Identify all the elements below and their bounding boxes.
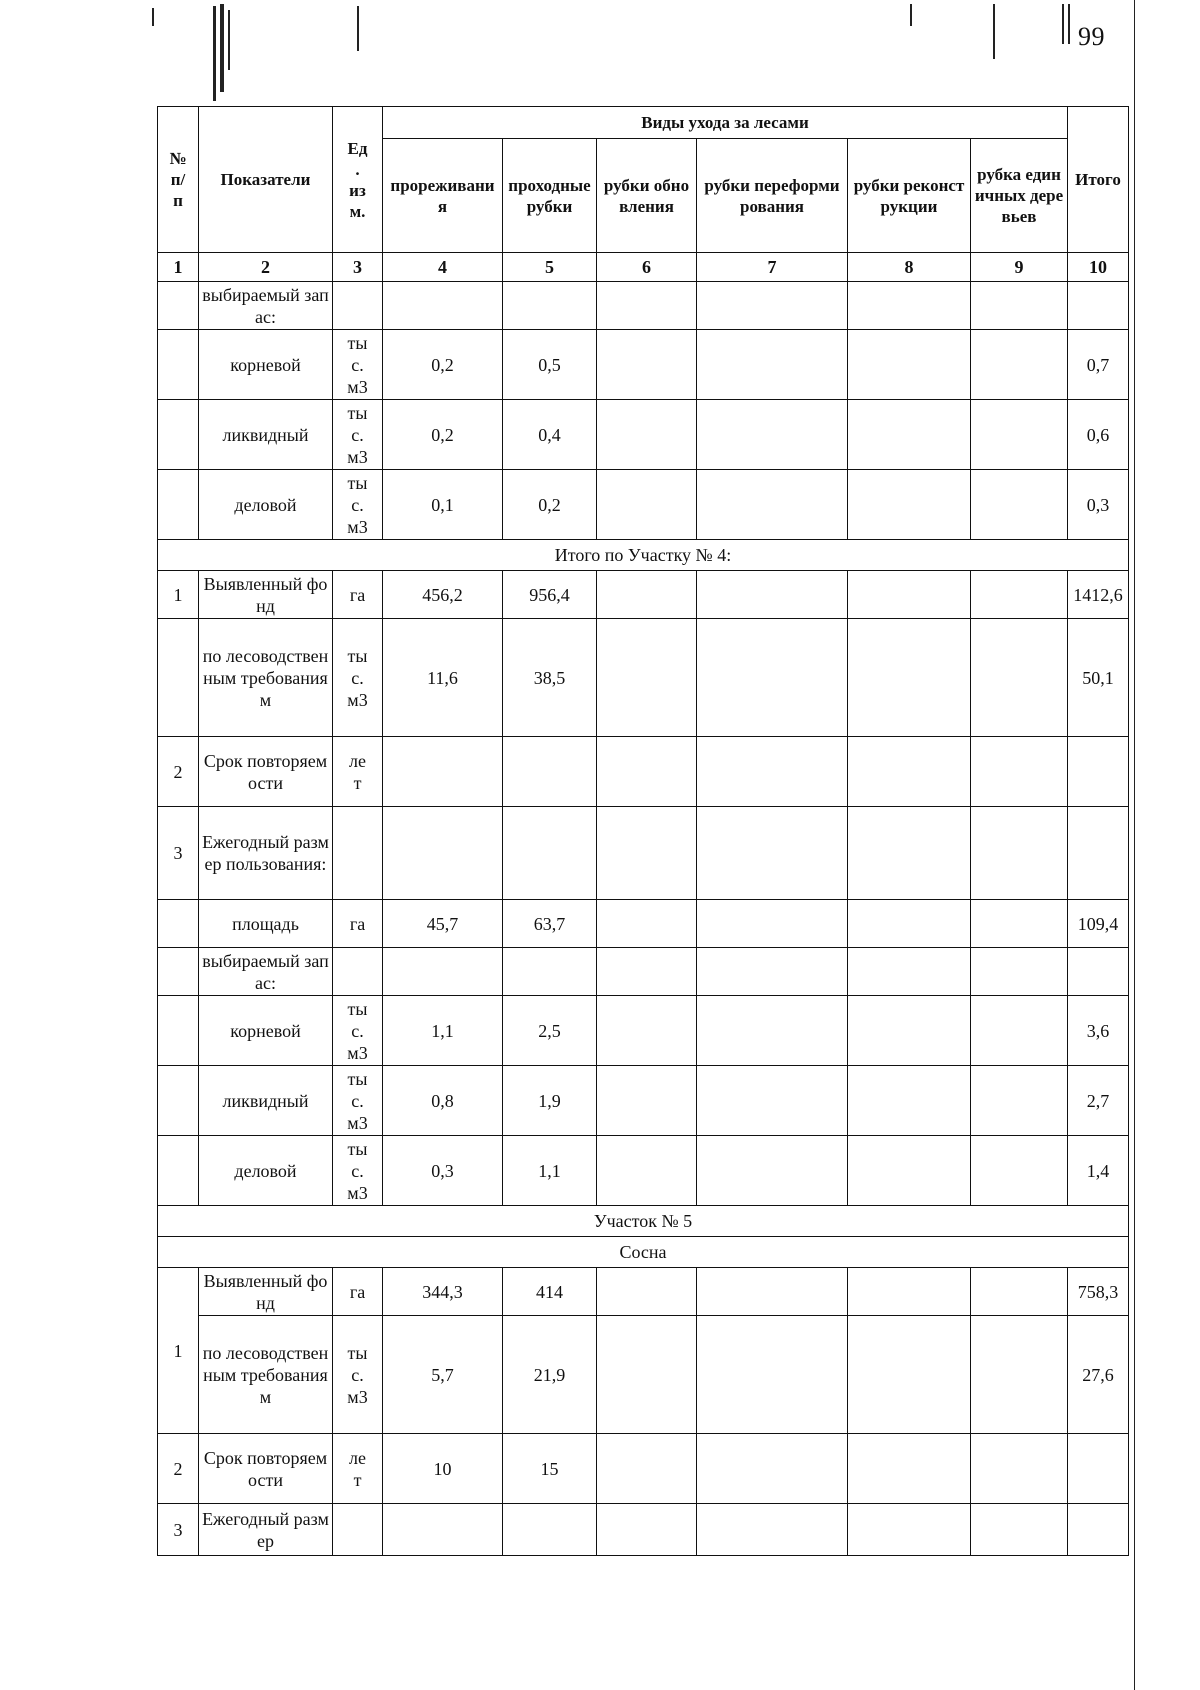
column-number: 7 — [697, 253, 848, 282]
value-thinning — [383, 807, 503, 900]
indicator-name: по лесоводственным требованиям — [199, 1316, 333, 1434]
value-reforming — [697, 948, 848, 996]
header-unit: Ед . из м. — [333, 107, 383, 253]
page-number: 99 — [1078, 22, 1105, 51]
value-total — [1068, 1504, 1129, 1556]
value-renewal — [597, 1434, 697, 1504]
scan-mark — [1062, 4, 1064, 44]
value-reconstruction — [848, 996, 971, 1066]
table-row — [158, 470, 1129, 540]
value-passage — [503, 737, 597, 807]
value-reforming — [697, 737, 848, 807]
unit: ты с. м3 — [333, 470, 383, 540]
row-number — [158, 948, 199, 996]
row-number — [158, 996, 199, 1066]
table-row — [158, 571, 1129, 619]
value-reconstruction — [848, 619, 971, 737]
scan-mark — [993, 4, 995, 59]
value-thinning — [383, 948, 503, 996]
value-reconstruction — [848, 1136, 971, 1206]
value-total: 2,7 — [1068, 1066, 1129, 1136]
table-row — [158, 1268, 1129, 1316]
value-renewal — [597, 1268, 697, 1316]
value-thinning — [383, 737, 503, 807]
value-renewal — [597, 1504, 697, 1556]
section-species: Сосна — [158, 1237, 1129, 1268]
value-total: 0,6 — [1068, 400, 1129, 470]
table-row — [158, 330, 1129, 400]
value-renewal — [597, 996, 697, 1066]
value-passage: 414 — [503, 1268, 597, 1316]
column-number: 3 — [333, 253, 383, 282]
value-thinning: 45,7 — [383, 900, 503, 948]
value-passage: 63,7 — [503, 900, 597, 948]
indicator-name: Срок повторяемости — [199, 1434, 333, 1504]
indicator-name: Выявленный фонд — [199, 571, 333, 619]
value-single-trees — [971, 948, 1068, 996]
value-thinning: 0,3 — [383, 1136, 503, 1206]
table-row — [158, 1316, 1129, 1434]
unit — [333, 807, 383, 900]
scan-mark — [1068, 4, 1070, 44]
value-thinning: 5,7 — [383, 1316, 503, 1434]
value-thinning: 456,2 — [383, 571, 503, 619]
value-single-trees — [971, 1504, 1068, 1556]
value-reconstruction — [848, 807, 971, 900]
value-passage: 21,9 — [503, 1316, 597, 1434]
value-thinning: 1,1 — [383, 996, 503, 1066]
scan-mark — [220, 4, 224, 92]
row-number — [158, 400, 199, 470]
header-type-renewal: рубки обновления — [597, 139, 697, 253]
unit: ты с. м3 — [333, 619, 383, 737]
unit: ты с. м3 — [333, 996, 383, 1066]
table-row — [158, 1504, 1129, 1556]
value-reconstruction — [848, 900, 971, 948]
value-reforming — [697, 400, 848, 470]
indicator-name: площадь — [199, 900, 333, 948]
value-single-trees — [971, 1316, 1068, 1434]
row-number — [158, 470, 199, 540]
value-passage: 1,9 — [503, 1066, 597, 1136]
value-total: 3,6 — [1068, 996, 1129, 1066]
value-total — [1068, 737, 1129, 807]
value-total — [1068, 282, 1129, 330]
value-reconstruction — [848, 571, 971, 619]
table-row — [158, 282, 1129, 330]
table-row — [158, 948, 1129, 996]
value-reforming — [697, 1504, 848, 1556]
scan-mark — [1134, 0, 1135, 1690]
value-passage: 0,4 — [503, 400, 597, 470]
row-number: 3 — [158, 807, 199, 900]
value-total: 50,1 — [1068, 619, 1129, 737]
value-reforming — [697, 1136, 848, 1206]
value-total — [1068, 1434, 1129, 1504]
row-number: 1 — [158, 571, 199, 619]
value-single-trees — [971, 807, 1068, 900]
row-number — [158, 619, 199, 737]
value-passage: 15 — [503, 1434, 597, 1504]
scan-mark — [910, 4, 912, 26]
value-passage — [503, 1504, 597, 1556]
value-total — [1068, 948, 1129, 996]
value-thinning — [383, 282, 503, 330]
value-thinning: 10 — [383, 1434, 503, 1504]
value-passage — [503, 948, 597, 996]
value-single-trees — [971, 470, 1068, 540]
value-renewal — [597, 470, 697, 540]
unit: ле т — [333, 1434, 383, 1504]
value-passage: 1,1 — [503, 1136, 597, 1206]
indicator-name: выбираемый запас: — [199, 282, 333, 330]
indicator-name: Выявленный фонд — [199, 1268, 333, 1316]
header-care-types: Виды ухода за лесами — [383, 107, 1068, 139]
indicator-name: по лесоводственным требованиям — [199, 619, 333, 737]
unit: ты с. м3 — [333, 1136, 383, 1206]
indicator-name: выбираемый запас: — [199, 948, 333, 996]
value-single-trees — [971, 1268, 1068, 1316]
scan-mark — [152, 8, 154, 26]
value-reconstruction — [848, 1504, 971, 1556]
table-row — [158, 400, 1129, 470]
row-number — [158, 1136, 199, 1206]
column-number: 6 — [597, 253, 697, 282]
scan-mark — [357, 6, 359, 51]
column-number: 4 — [383, 253, 503, 282]
value-renewal — [597, 737, 697, 807]
header-type-passage: проходные рубки — [503, 139, 597, 253]
value-reforming — [697, 1434, 848, 1504]
section-total-plot-4: Итого по Участку № 4: — [158, 540, 1129, 571]
table-row — [158, 737, 1129, 807]
value-renewal — [597, 1136, 697, 1206]
value-thinning: 344,3 — [383, 1268, 503, 1316]
unit: ты с. м3 — [333, 330, 383, 400]
value-reconstruction — [848, 1434, 971, 1504]
value-total: 758,3 — [1068, 1268, 1129, 1316]
unit: ты с. м3 — [333, 400, 383, 470]
row-number — [158, 1066, 199, 1136]
table-row — [158, 807, 1129, 900]
value-single-trees — [971, 571, 1068, 619]
indicator-name: деловой — [199, 1136, 333, 1206]
value-passage — [503, 807, 597, 900]
unit — [333, 948, 383, 996]
indicator-name: Ежегодный размер пользования: — [199, 807, 333, 900]
value-reforming — [697, 470, 848, 540]
column-number: 10 — [1068, 253, 1129, 282]
value-passage — [503, 282, 597, 330]
value-passage: 0,5 — [503, 330, 597, 400]
value-thinning: 0,1 — [383, 470, 503, 540]
indicator-name: корневой — [199, 996, 333, 1066]
value-thinning: 0,2 — [383, 330, 503, 400]
value-single-trees — [971, 619, 1068, 737]
value-thinning — [383, 1504, 503, 1556]
value-renewal — [597, 282, 697, 330]
value-renewal — [597, 571, 697, 619]
value-passage: 0,2 — [503, 470, 597, 540]
unit: га — [333, 571, 383, 619]
header-type-reforming: рубки переформирования — [697, 139, 848, 253]
indicator-name: деловой — [199, 470, 333, 540]
column-number: 9 — [971, 253, 1068, 282]
value-renewal — [597, 807, 697, 900]
value-single-trees — [971, 996, 1068, 1066]
value-reforming — [697, 330, 848, 400]
value-reconstruction — [848, 470, 971, 540]
header-type-reconstruction: рубки реконструкции — [848, 139, 971, 253]
value-passage: 2,5 — [503, 996, 597, 1066]
value-reconstruction — [848, 1066, 971, 1136]
value-total: 109,4 — [1068, 900, 1129, 948]
value-reforming — [697, 571, 848, 619]
value-total — [1068, 807, 1129, 900]
value-reforming — [697, 282, 848, 330]
indicator-name: Ежегодный размер — [199, 1504, 333, 1556]
row-number — [158, 282, 199, 330]
value-single-trees — [971, 330, 1068, 400]
column-number: 1 — [158, 253, 199, 282]
value-reconstruction — [848, 400, 971, 470]
value-reforming — [697, 619, 848, 737]
value-renewal — [597, 400, 697, 470]
column-number: 2 — [199, 253, 333, 282]
value-reconstruction — [848, 1316, 971, 1434]
header-total: Итого — [1068, 107, 1129, 253]
value-reforming — [697, 1268, 848, 1316]
unit: ты с. м3 — [333, 1066, 383, 1136]
header-num: № п/ п — [158, 107, 199, 253]
row-number — [158, 330, 199, 400]
header-type-single-trees: рубка единичных деревьев — [971, 139, 1068, 253]
scan-mark — [213, 6, 216, 101]
unit: ле т — [333, 737, 383, 807]
indicator-name: ликвидный — [199, 400, 333, 470]
row-number: 2 — [158, 737, 199, 807]
value-thinning: 11,6 — [383, 619, 503, 737]
value-total: 0,7 — [1068, 330, 1129, 400]
unit — [333, 282, 383, 330]
header-indicators: Показатели — [199, 107, 333, 253]
value-single-trees — [971, 737, 1068, 807]
table-row — [158, 1136, 1129, 1206]
table-row — [158, 1066, 1129, 1136]
table-row — [158, 619, 1129, 737]
value-reconstruction — [848, 737, 971, 807]
value-reforming — [697, 996, 848, 1066]
value-renewal — [597, 900, 697, 948]
unit: га — [333, 900, 383, 948]
value-thinning: 0,8 — [383, 1066, 503, 1136]
value-total: 1,4 — [1068, 1136, 1129, 1206]
value-renewal — [597, 1066, 697, 1136]
indicator-name: Срок повторяемости — [199, 737, 333, 807]
row-number: 1 — [158, 1268, 199, 1434]
value-passage: 38,5 — [503, 619, 597, 737]
forest-care-table — [157, 106, 1129, 1556]
value-renewal — [597, 1316, 697, 1434]
value-total: 27,6 — [1068, 1316, 1129, 1434]
indicator-name: ликвидный — [199, 1066, 333, 1136]
value-reforming — [697, 1066, 848, 1136]
row-number: 2 — [158, 1434, 199, 1504]
unit: ты с. м3 — [333, 1316, 383, 1434]
value-reforming — [697, 807, 848, 900]
table-row — [158, 900, 1129, 948]
value-single-trees — [971, 900, 1068, 948]
value-single-trees — [971, 1434, 1068, 1504]
value-passage: 956,4 — [503, 571, 597, 619]
scan-mark — [228, 10, 230, 70]
indicator-name: корневой — [199, 330, 333, 400]
value-reforming — [697, 1316, 848, 1434]
column-number: 5 — [503, 253, 597, 282]
header-type-thinning: прореживания — [383, 139, 503, 253]
value-reforming — [697, 900, 848, 948]
value-thinning: 0,2 — [383, 400, 503, 470]
value-single-trees — [971, 400, 1068, 470]
value-reconstruction — [848, 1268, 971, 1316]
unit — [333, 1504, 383, 1556]
value-renewal — [597, 948, 697, 996]
row-number — [158, 900, 199, 948]
row-number: 3 — [158, 1504, 199, 1556]
value-total: 1412,6 — [1068, 571, 1129, 619]
value-total: 0,3 — [1068, 470, 1129, 540]
table-row — [158, 1434, 1129, 1504]
value-reconstruction — [848, 948, 971, 996]
value-single-trees — [971, 1066, 1068, 1136]
table-row — [158, 996, 1129, 1066]
value-reconstruction — [848, 282, 971, 330]
section-plot-5: Участок № 5 — [158, 1206, 1129, 1237]
unit: га — [333, 1268, 383, 1316]
value-single-trees — [971, 282, 1068, 330]
column-number: 8 — [848, 253, 971, 282]
value-renewal — [597, 330, 697, 400]
value-reconstruction — [848, 330, 971, 400]
value-single-trees — [971, 1136, 1068, 1206]
value-renewal — [597, 619, 697, 737]
